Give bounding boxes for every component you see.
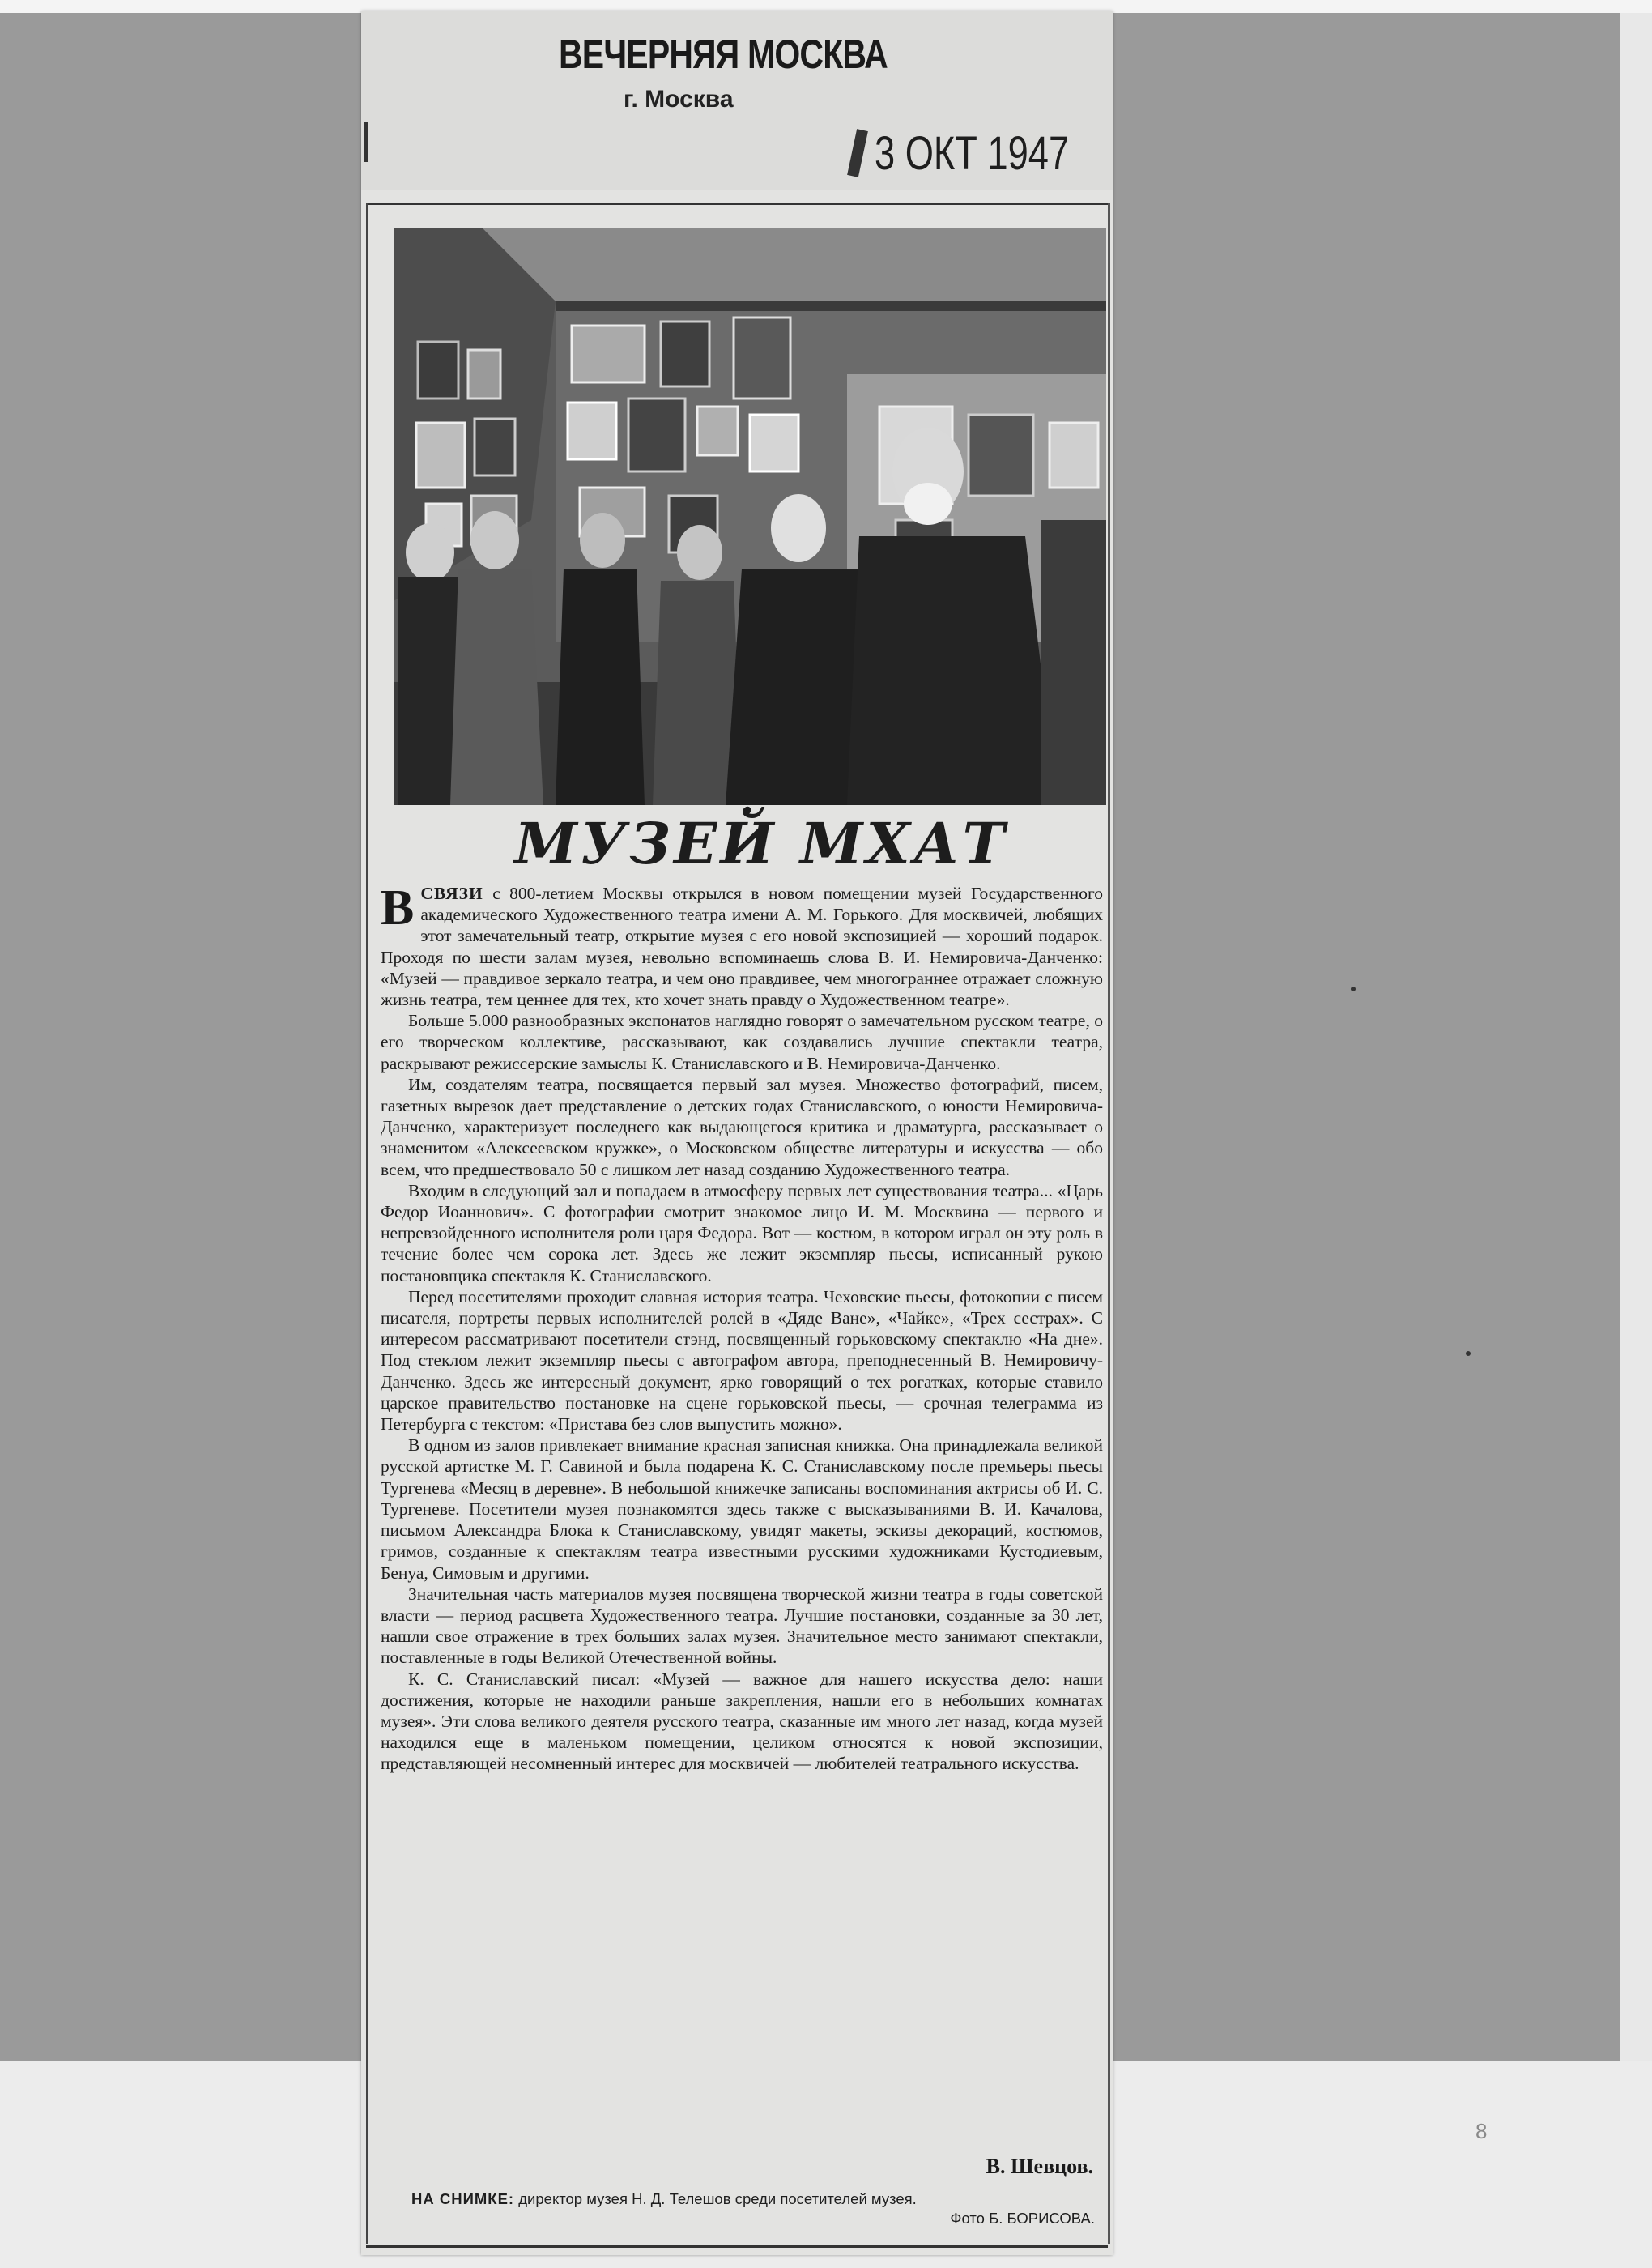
frame-rule-top xyxy=(366,202,1108,205)
article-byline: В. Шевцов. xyxy=(986,2155,1093,2178)
article-paragraph: Значительная часть материалов музея посвящена творческой жизни театра в годы советской власти — период расцвета Художественного театра. Лучшие постановки, созданные за 30 лет, нашли свое отражение в трех больших залах музея. Значительное место занимают спектакли, поставленные в годы Великой Отечественной войны. xyxy=(381,1584,1103,1668)
archive-page-number: 8 xyxy=(1475,2119,1488,2143)
article-paragraph: Входим в следующий зал и попадаем в атмосферу первых лет существования театра... «Царь Федор Иоаннович». С фотографии смотрит знакомое лицо И. М. Москвина — первого и непревзойденного исполнителя роли царя Федора. Вот — костюм, в котором играл он эту роль в течение более чем сорока лет. Здесь же лежит экземпляр пьесы, исписанный рукою постановщика спектакля К. Станиславского. xyxy=(381,1180,1103,1285)
masthead-city: г. Москва xyxy=(624,86,734,113)
frame-rule-left xyxy=(366,202,368,2244)
lead-word: СВЯЗИ xyxy=(420,884,483,903)
museum-visitors-photo xyxy=(394,228,1106,805)
board-edge xyxy=(1620,13,1652,2061)
speck-mark-icon xyxy=(1351,987,1356,991)
article-paragraph-1 xyxy=(381,880,1103,1010)
caption-text: директор музея Н. Д. Телешов среди посетителей музея. xyxy=(514,2190,917,2207)
article-paragraph: Больше 5.000 разнообразных экспонатов наглядно говорят о замечательном русском театре, о его творческом коллективе, рассказывают, как создавались лучшие спектакли театра, раскрывают режиссерские замыслы К. Станиславского и В. Немировича-Данченко. xyxy=(381,1011,1103,1073)
article-body xyxy=(381,880,1103,1775)
frame-rule-bottom xyxy=(366,2245,1108,2248)
caption-label: НА СНИМКЕ: xyxy=(411,2190,515,2207)
speck-mark-icon xyxy=(1466,1351,1471,1356)
article-headline: МУЗЕЙ МХАТ xyxy=(514,810,1008,877)
photo-credit: Фото Б. БОРИСОВА. xyxy=(950,2210,1095,2227)
paragraph-1-text: с 800-летием Москвы открылся в новом помещении музей Государственного академического Художественного театра имени А. М. Горького. Для москвичей, любящих этот замечательный театр, открытие музея с его новой экспозицией — хороший подарок. Проходя по шести залам музея, невольно вспоминаешь слова В. И. Немировича-Данченко: «Музей — правдивое зеркало театра, и чем оно правдивее, чем многограннее отражает сложную жизнь театра, тем ценнее для тех, кто хочет знать правду о Художественном театре». xyxy=(381,884,1103,1010)
frame-rule-right xyxy=(1108,202,1110,2244)
article-paragraph: Перед посетителями проходит славная история театра. Чеховские пьесы, фотокопии с писем писателя, портреты первых исполнителей ролей в «Дяде Ване», «Чайке», «Трех сестрах». С интересом рассматривают посетители стэнд, посвященный горьковскому спектаклю «На дне». Под стеклом лежит экземпляр пьесы с автографом автора, преподнесенный В. Немировичу-Данченко. Здесь же интересный документ, ярко говорящий о тех рогатках, которые ставило царское правительство постановке на сцене горьковской пьесы, — срочная телеграмма из Петербурга с текстом: «Пристава без слов выпустить можно». xyxy=(381,1286,1103,1435)
article-paragraph: К. С. Станиславский писал: «Музей — важное для нашего искусства дело: наши достижения, которые не находили раньше закрепления, нашли его в небольших комнатах музея». Эти слова великого деятеля русского театра, сказанные им много лет назад, когда музей находился еще в маленьком помещении, целиком относятся к новой экспозиции, представляющей несомненный интерес для москвичей — любителей театрального искусства. xyxy=(381,1669,1103,1774)
photo-caption xyxy=(411,2190,1100,2208)
photo-illustration xyxy=(394,228,1106,805)
article-paragraph: Им, создателям театра, посвящается первый зал музея. Множество фотографий, писем, газетных вырезок дает представление о детских годах Станиславского, о юности Немировича-Данченко, характеризует последнего как выдающегося критика и драматурга, рассказывает о знаменитом «Алексеевском кружке», о Московском обществе литературы и искусства — обо всем, что предшествовало 50 с лишком лет назад созданию Художественного театра. xyxy=(381,1074,1103,1179)
newspaper-masthead: ВЕЧЕРНЯЯ МОСКВА xyxy=(559,32,888,77)
date-stamp: 3 ОКТ 1947 xyxy=(875,127,1070,180)
drop-cap: В xyxy=(381,880,415,936)
edge-mark-icon xyxy=(356,122,368,162)
article-paragraph: В одном из залов привлекает внимание красная записная книжка. Она принадлежала великой русской артистке М. Г. Савиной и была подарена К. С. Станиславскому после премьеры пьесы Тургенева «Месяц в деревне». В небольшой книжечке записаны воспоминания актрисы об И. С. Тургеневе. Посетители музея познакомятся здесь также с высказываниями В. И. Качалова, письмом Александра Блока к Станиславскому, увидят макеты, эскизы декораций, костюмов, гримов, созданные к спектаклям театра известными русскими художниками Кустодиевым, Бенуа, Симовым и другими. xyxy=(381,1435,1103,1583)
